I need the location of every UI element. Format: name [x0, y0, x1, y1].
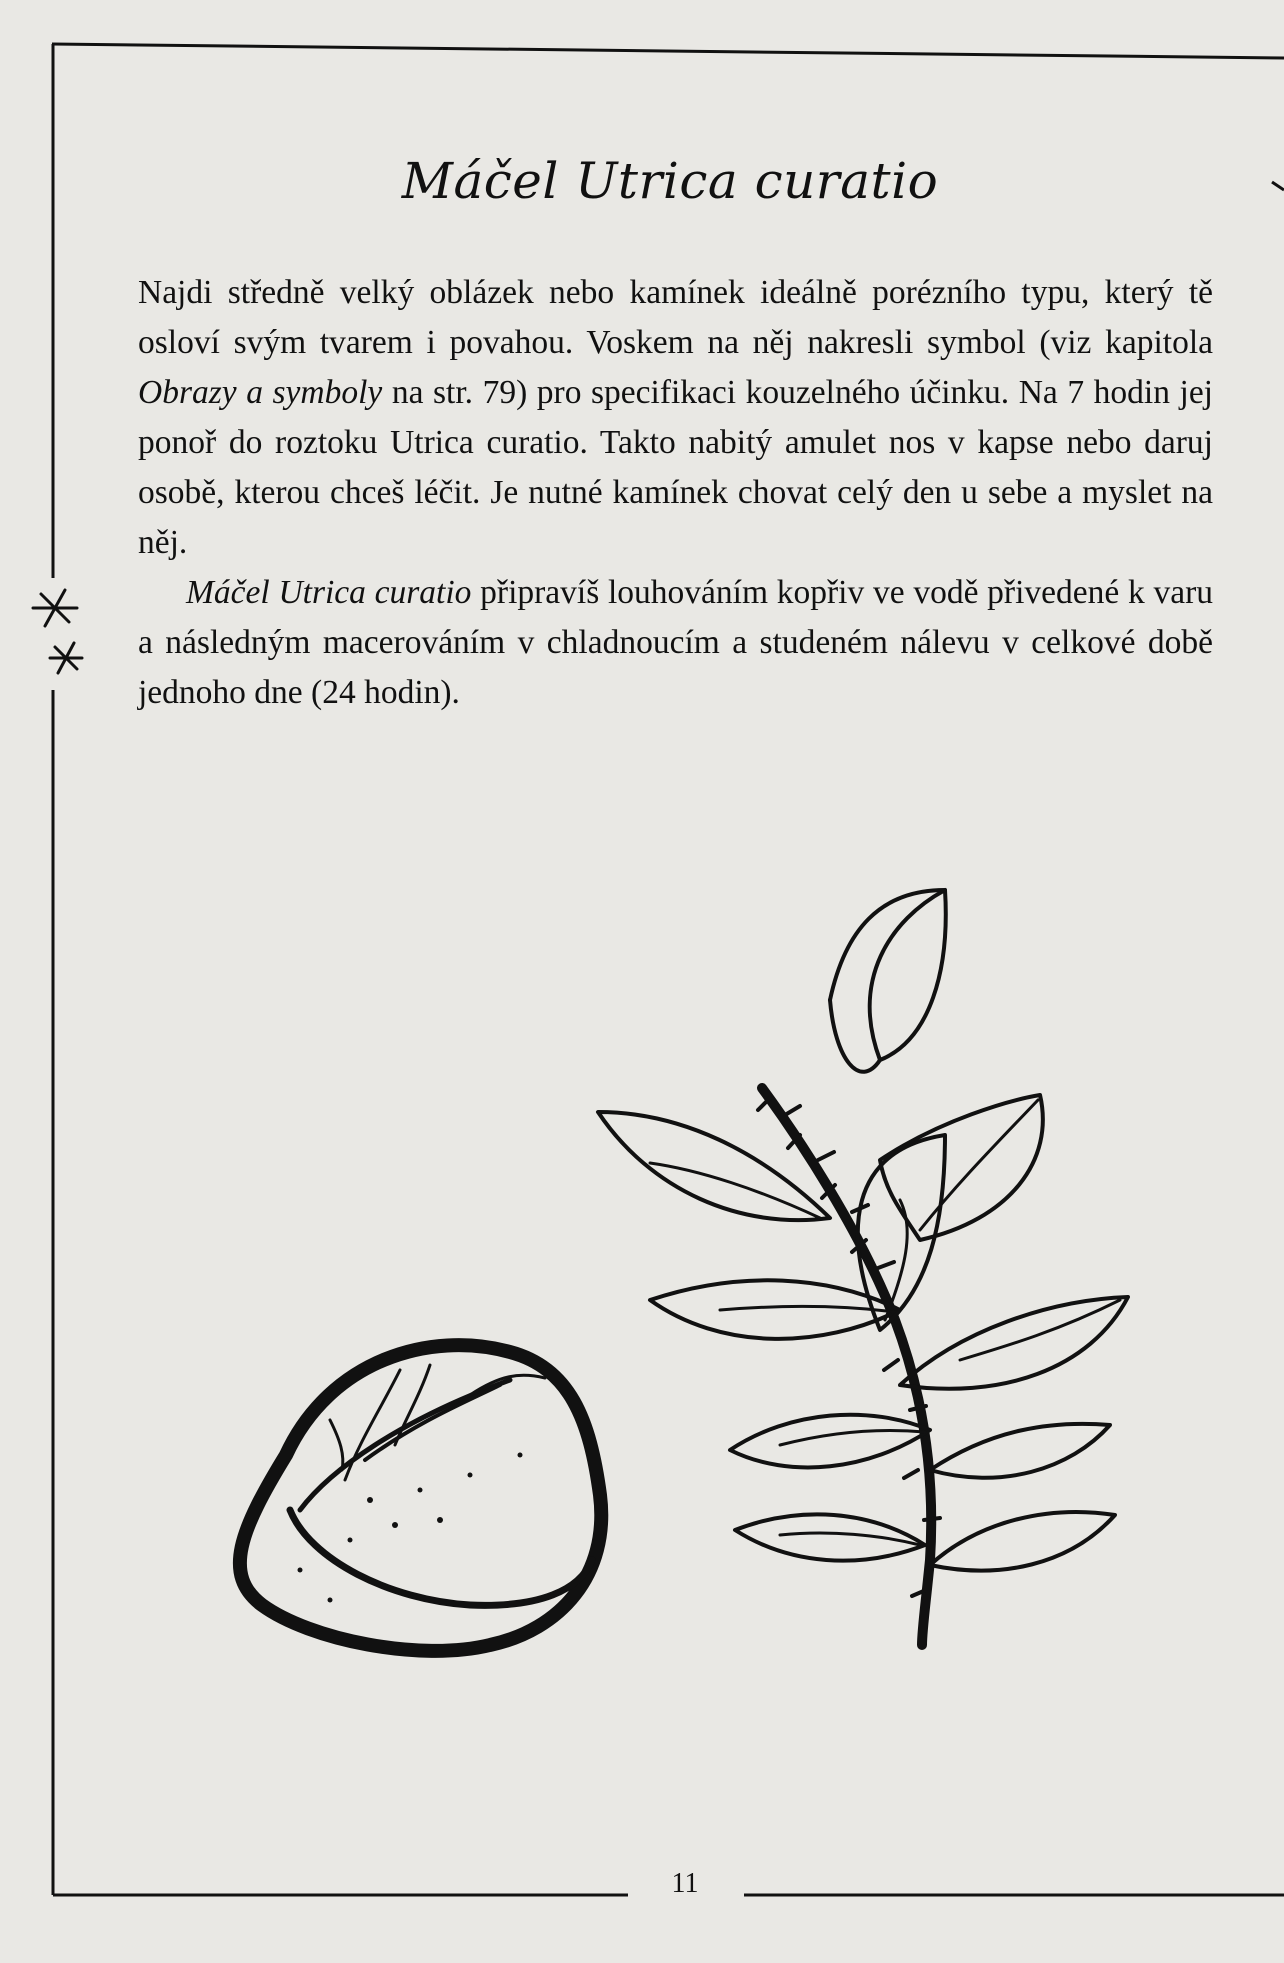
page-number: 11: [671, 1868, 699, 1899]
text-segment: na str. 79) pro specifikaci kouzelného účinku. Na 7 hodin jej ponoř do roztoku Utrica curatio. Takto nabitý amulet nos v kapse nebo daruj osobě, kterou chceš léčit. Je nutné kamínek chovat celý den u sebe a myslet na něj.: [138, 374, 1213, 561]
text-segment-italic: Obrazy a symboly: [138, 374, 383, 411]
star-icons: [33, 590, 82, 673]
page-title: Máčel Utrica curatio: [401, 152, 939, 210]
body-text: [138, 268, 1213, 718]
text-segment-italic: Máčel Utrica curatio: [186, 574, 472, 611]
paragraph-2: [138, 568, 1213, 718]
star-icon: [33, 590, 77, 626]
pebble-illustration: [240, 1345, 601, 1651]
star-icon: [50, 643, 82, 673]
text-segment: Najdi středně velký oblázek nebo kamínek ideálně porézního typu, který tě osloví svým tvarem i povahou. Voskem na něj nakresli symbol (viz kapitola: [138, 274, 1213, 361]
paragraph-1: [138, 268, 1213, 568]
text-segment: připravíš louhováním kopřiv ve vodě přivedené k varu a následným macerováním v chladnoucím a studeném nálevu v celkové době jednoho dne (24 hodin).: [138, 574, 1214, 711]
nettle-branch-illustration: [598, 890, 1128, 1645]
